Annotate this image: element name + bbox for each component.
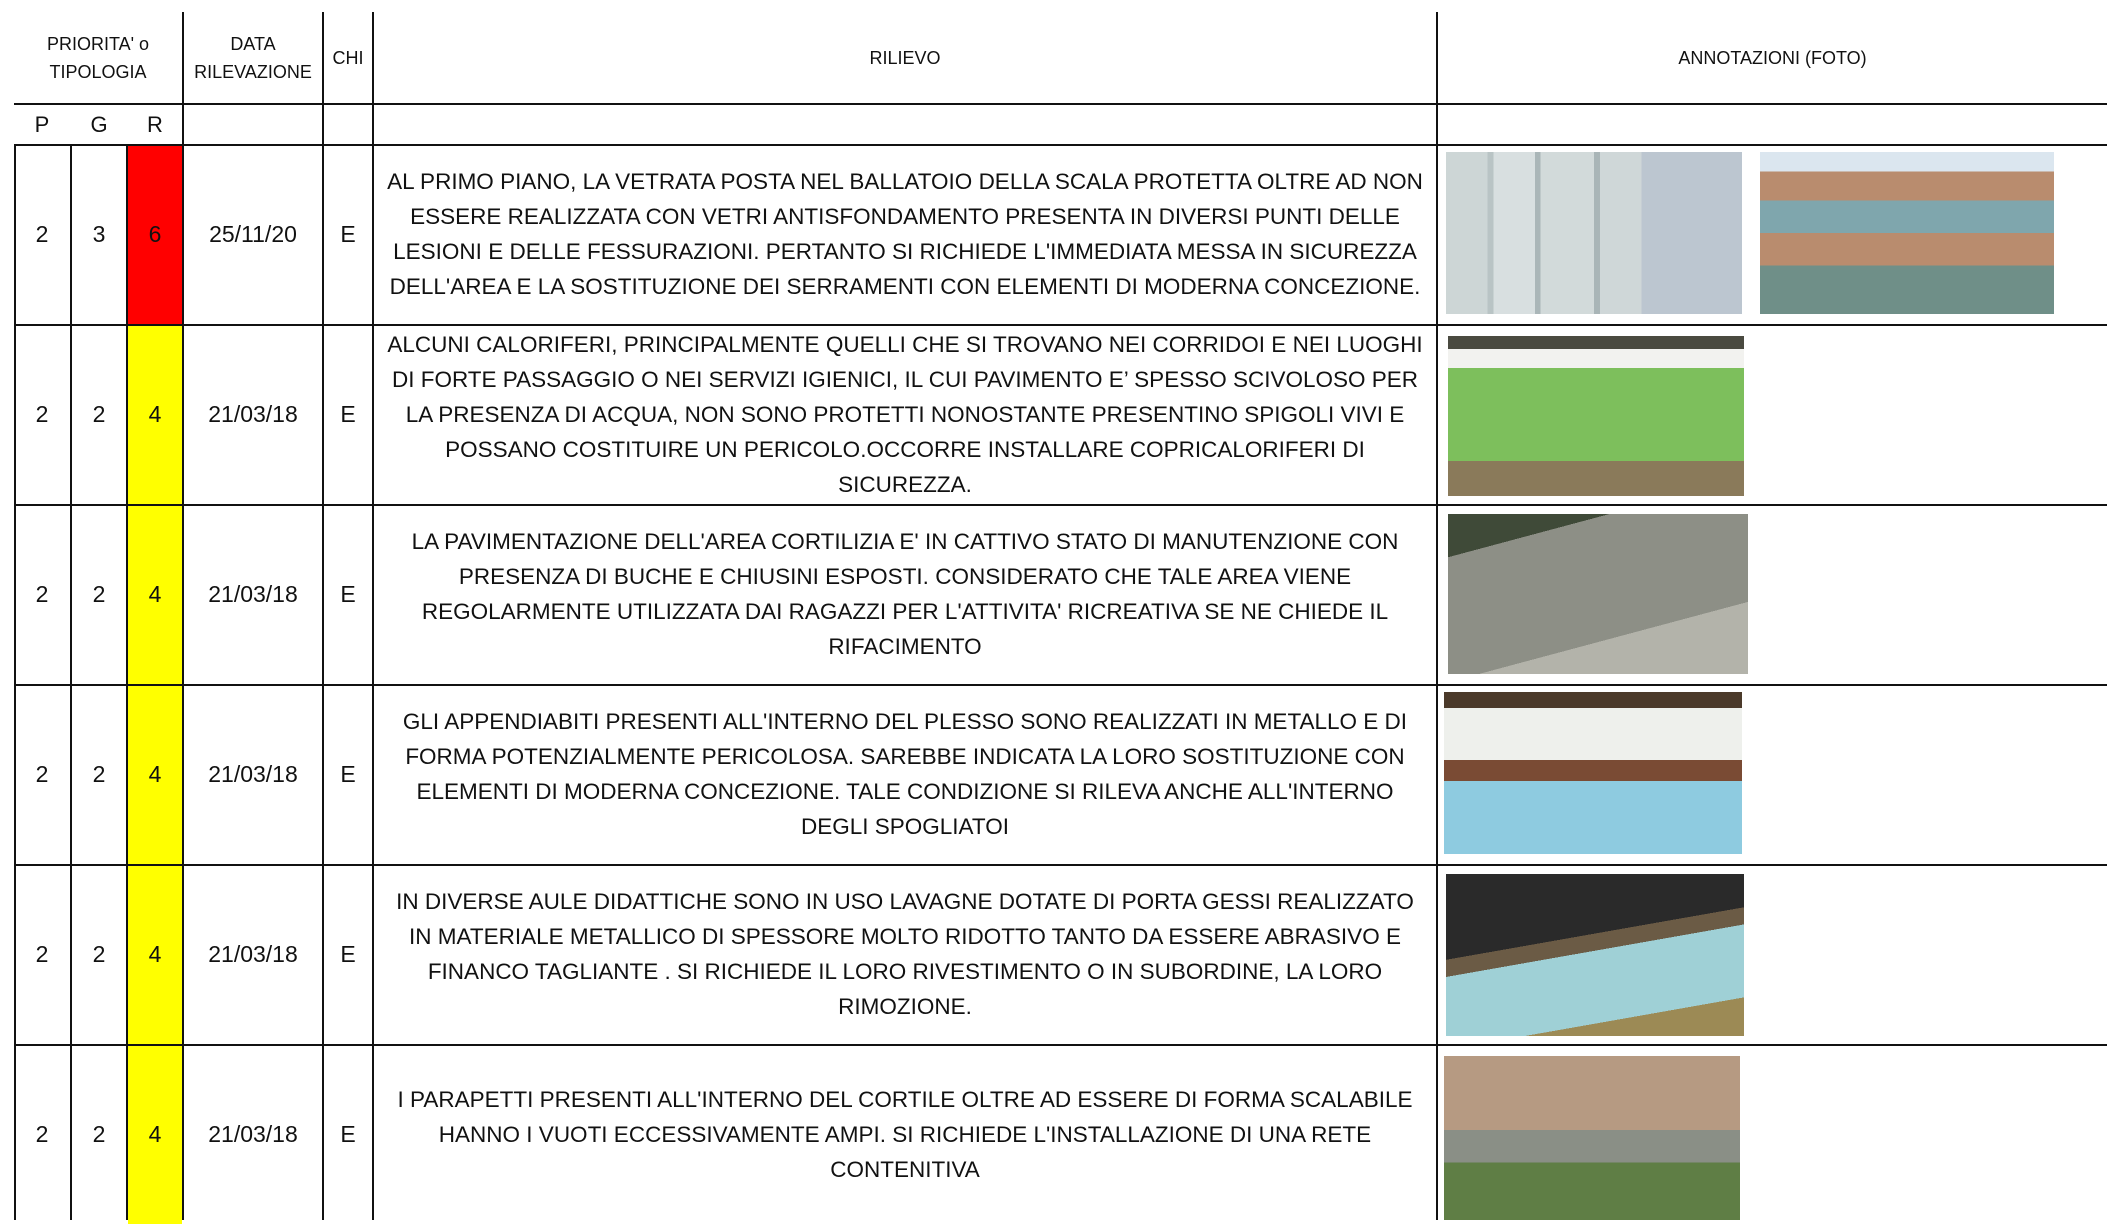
table-left-border xyxy=(14,144,16,1220)
table-cell-date: 21/03/18 xyxy=(208,1120,298,1147)
table-cell-who: E xyxy=(340,400,356,427)
subheader-r: R xyxy=(147,112,163,137)
col-border-who-left xyxy=(322,12,324,1220)
table-cell-g: 2 xyxy=(92,400,106,427)
courtyard-pavement-photo[interactable] xyxy=(1448,514,1748,674)
table-cell-date: 21/03/18 xyxy=(208,400,298,427)
table-cell-p: 2 xyxy=(35,940,49,967)
table-cell-who: E xyxy=(340,940,356,967)
col-border-finding-left xyxy=(372,12,374,1220)
row-top-border xyxy=(14,1044,2107,1046)
table-cell-date: 21/03/18 xyxy=(208,760,298,787)
blackboard-chalk-tray-photo[interactable] xyxy=(1446,874,1744,1036)
table-cell-date: 21/03/18 xyxy=(208,940,298,967)
table-cell-p: 2 xyxy=(35,400,49,427)
table-cell-r: 4 xyxy=(148,580,162,607)
table-cell-g: 3 xyxy=(92,220,106,247)
table-cell-who: E xyxy=(340,580,356,607)
col-border-r-left xyxy=(126,144,128,1220)
table-cell-who: E xyxy=(340,220,356,247)
table-cell-date: 25/11/20 xyxy=(209,220,297,247)
table-cell-r: 4 xyxy=(148,940,162,967)
subheader-p: P xyxy=(34,112,50,137)
table-cell-p: 2 xyxy=(35,580,49,607)
header-who: CHI xyxy=(332,48,364,68)
radiator-corridor-photo[interactable] xyxy=(1448,336,1744,496)
subheader-g: G xyxy=(90,112,108,137)
table-cell-r: 4 xyxy=(148,400,162,427)
header-date: DATA RILEVAZIONE xyxy=(194,34,312,82)
coat-hooks-photo[interactable] xyxy=(1444,692,1742,854)
table-cell-finding: GLI APPENDIABITI PRESENTI ALL'INTERNO DEL PLESSO SONO REALIZZATI IN METALLO E DI FORMA POTENZIALMENTE PERICOLOSA. SAREBBE INDICATA LA LORO SOSTITUZIONE CON ELEMENTI DI MODERNA CONCEZIONE. TALE CONDIZIONE SI RILEVA ANCHE ALL'INTERNO DEGLI SPOGLIATOI xyxy=(402,709,1408,839)
col-border-notes-left xyxy=(1436,12,1438,1220)
table-cell-finding: AL PRIMO PIANO, LA VETRATA POSTA NEL BALLATOIO DELLA SCALA PROTETTA OLTRE AD NON ESSERE REALIZZATA CON VETRI ANTISFONDAMENTO PRESENTA IN DIVERSI PUNTI DELLE LESIONI E DELLE FESSURAZIONI. PERTANTO SI RICHIEDE L'IMMEDIATA MESSA IN SICUREZZA DELL'AREA E LA SOSTITUZIONE DEI SERRAMENTI CON ELEMENTI DI MODERNA CONCEZIONE. xyxy=(387,169,1423,299)
row-top-border xyxy=(14,144,2107,146)
table-cell-p: 2 xyxy=(35,220,49,247)
table-cell-who: E xyxy=(340,760,356,787)
table-cell-finding: LA PAVIMENTAZIONE DELL'AREA CORTILIZIA E' IN CATTIVO STATO DI MANUTENZIONE CON PRESENZA DI BUCHE E CHIUSINI ESPOSTI. CONSIDERATO CHE TALE AREA VIENE REGOLARMENTE UTILIZZATA DAI RAGAZZI PER L'ATTIVITA' RICREATIVA SE NE CHIEDE IL RIFACIMENTO xyxy=(411,529,1399,659)
table-cell-g: 2 xyxy=(92,760,106,787)
row-top-border xyxy=(14,684,2107,686)
row-top-border xyxy=(14,864,2107,866)
header-bottom-border xyxy=(14,103,2107,105)
table-cell-who: E xyxy=(340,1120,356,1147)
table-cell-p: 2 xyxy=(35,760,49,787)
table-cell-r: 4 xyxy=(148,1120,162,1147)
table-cell-p: 2 xyxy=(35,1120,49,1147)
table-cell-g: 2 xyxy=(92,940,106,967)
row-top-border xyxy=(14,324,2107,326)
table-cell-finding: IN DIVERSE AULE DIDATTICHE SONO IN USO LAVAGNE DOTATE DI PORTA GESSI REALIZZATO IN MATERIALE METALLICO DI SPESSORE MOLTO RIDOTTO TANTO DA ESSERE ABRASIVO E FINANCO TAGLIANTE . SI RICHIEDE IL LORO RIVESTIMENTO O IN SUBORDINE, LA LORO RIMOZIONE. xyxy=(396,889,1414,1019)
glass-panel-photo[interactable] xyxy=(1446,152,1742,314)
row-top-border xyxy=(14,504,2107,506)
table-cell-r: 4 xyxy=(148,760,162,787)
table-cell-finding: I PARAPETTI PRESENTI ALL'INTERNO DEL CORTILE OLTRE AD ESSERE DI FORMA SCALABILE HANNO I VUOTI ECCESSIVAMENTE AMPI. SI RICHIEDE L'INSTALLAZIONE DI UNA RETE CONTENITIVA xyxy=(397,1086,1413,1182)
header-notes: ANNOTAZIONI (FOTO) xyxy=(1678,48,1867,68)
header-finding: RILIEVO xyxy=(869,48,941,68)
building-facade-photo[interactable] xyxy=(1760,152,2054,314)
table-cell-r: 6 xyxy=(148,220,162,247)
table-cell-g: 2 xyxy=(92,1120,106,1147)
table-cell-finding: ALCUNI CALORIFERI, PRINCIPALMENTE QUELLI CHE SI TROVANO NEI CORRIDOI E NEI LUOGHI DI FORTE PASSAGGIO O NEI SERVIZI IGIENICI, IL CUI PAVIMENTO E’ SPESSO SCIVOLOSO PER LA PRESENZA DI ACQUA, NON SONO PROTETTI NONOSTANTE PRESENTINO SPIGOLI VIVI E POSSANO COSTITUIRE UN PERICOLO.OCCORRE INSTALLARE COPRICALORIFERI DI SICUREZZA. xyxy=(387,331,1423,497)
col-border-date-left xyxy=(182,12,184,1220)
courtyard-railing-photo[interactable] xyxy=(1444,1056,1740,1220)
header-priority-type: PRIORITA' o TIPOLOGIA xyxy=(46,34,150,82)
table-cell-date: 21/03/18 xyxy=(208,580,298,607)
table-cell-g: 2 xyxy=(92,580,106,607)
col-border-pgr xyxy=(70,144,72,1220)
